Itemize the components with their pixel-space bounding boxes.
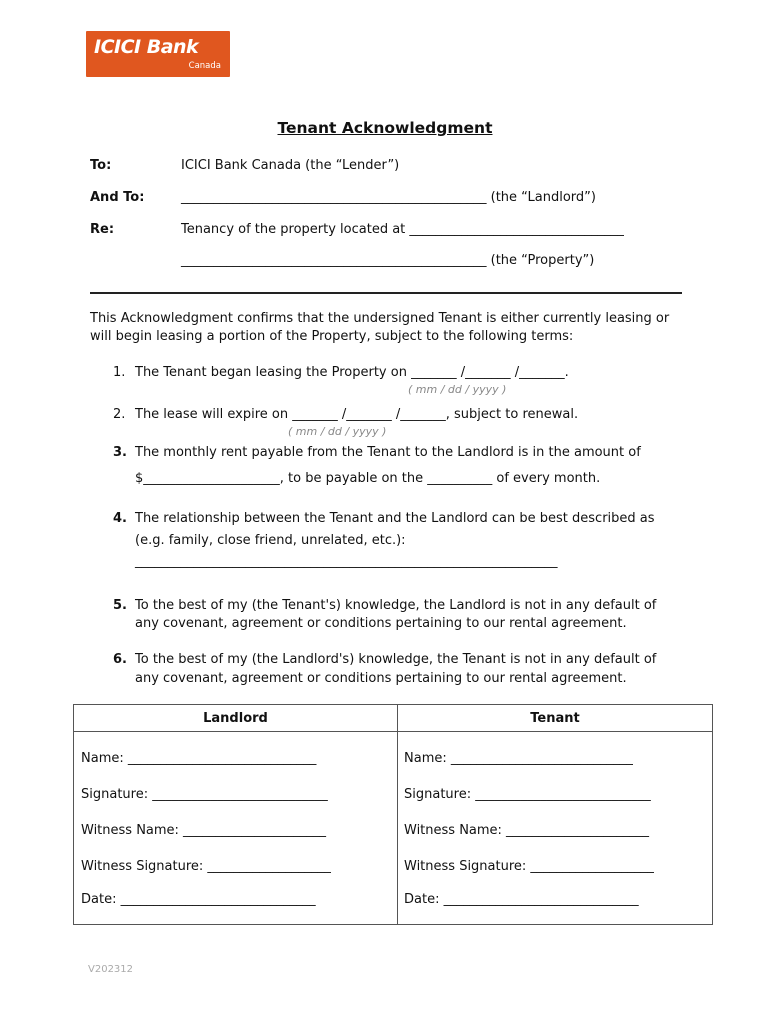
item-2-date-hint: ( mm / dd / yyyy ) [288, 425, 387, 438]
table-column-divider [397, 705, 398, 924]
landlord-date-field[interactable]: Date: ______________________________ [81, 892, 316, 907]
landlord-name-field[interactable]: Name: _____________________________ [81, 751, 317, 766]
icici-bank-logo [86, 31, 230, 77]
item-4-text-3: _________________________________________________________________ [135, 554, 558, 569]
item-4-text-1: The relationship between the Tenant and the Landlord can be best described as [135, 511, 655, 526]
tenant-date-field[interactable]: Date: ______________________________ [404, 892, 639, 907]
item-5-text-1: To the best of my (the Tenant's) knowledge, the Landlord is not in any default of [135, 598, 657, 613]
landlord-witness-signature-field[interactable]: Witness Signature: ___________________ [81, 859, 331, 874]
item-4 [113, 511, 655, 526]
landlord-header: Landlord [203, 711, 268, 726]
to-value: ICICI Bank Canada (the “Lender”) [181, 158, 400, 173]
and-to-label: And To: [90, 190, 145, 205]
re-value-line-1: Tenancy of the property located at _________________________________ [181, 222, 624, 237]
header-divider [90, 292, 682, 294]
item-2-text: The lease will expire on _______ /_______ /_______, subject to renewal. [135, 407, 579, 422]
item-6-number: 6. [113, 652, 127, 667]
logo-brand-text: ICICI Bank [94, 36, 199, 58]
item-5-text-2: any covenant, agreement or conditions pertaining to our rental agreement. [135, 616, 627, 631]
item-2 [113, 407, 578, 422]
item-4-text-2: (e.g. family, close friend, unrelated, etc.): [135, 533, 406, 548]
item-3-text-2: $_____________________, to be payable on the __________ of every month. [135, 471, 601, 486]
to-label: To: [90, 158, 112, 173]
item-1 [113, 365, 569, 380]
document-title: Tenant Acknowledgment [277, 119, 493, 137]
tenant-signature-field[interactable]: Signature: ___________________________ [404, 787, 651, 802]
tenant-witness-signature-field[interactable]: Witness Signature: ___________________ [404, 859, 654, 874]
item-2-number: 2. [113, 407, 126, 422]
re-label: Re: [90, 222, 115, 237]
table-header-divider [74, 731, 712, 732]
item-1-text: The Tenant began leasing the Property on _______ /_______ /_______. [135, 365, 569, 380]
item-4-number: 4. [113, 511, 127, 526]
intro-line-2: will begin leasing a portion of the Property, subject to the following terms: [90, 329, 574, 344]
logo-sub-text: Canada [188, 61, 221, 71]
item-1-number: 1. [113, 365, 126, 380]
tenant-witness-name-field[interactable]: Witness Name: ______________________ [404, 823, 650, 838]
item-6 [113, 652, 656, 667]
signature-table [73, 704, 713, 925]
landlord-witness-name-field[interactable]: Witness Name: ______________________ [81, 823, 327, 838]
intro-line-1: This Acknowledgment confirms that the undersigned Tenant is either currently leasing or [90, 311, 670, 326]
and-to-value: _______________________________________________ (the “Landlord”) [181, 190, 596, 205]
version-footer: V202312 [88, 964, 134, 975]
item-6-text-1: To the best of my (the Landlord's) knowledge, the Tenant is not in any default of [135, 652, 657, 667]
re-value-line-2: _______________________________________________ (the “Property”) [181, 253, 595, 268]
tenant-header: Tenant [530, 711, 580, 726]
item-5 [113, 598, 656, 613]
item-6-text-2: any covenant, agreement or conditions pertaining to our rental agreement. [135, 671, 627, 686]
item-3-text-1: The monthly rent payable from the Tenant to the Landlord is in the amount of [135, 445, 641, 460]
item-5-number: 5. [113, 598, 127, 613]
item-1-date-hint: ( mm / dd / yyyy ) [408, 383, 507, 396]
item-3-number: 3. [113, 445, 127, 460]
tenant-name-field[interactable]: Name: ____________________________ [404, 751, 633, 766]
landlord-signature-field[interactable]: Signature: ___________________________ [81, 787, 328, 802]
item-3 [113, 445, 641, 460]
